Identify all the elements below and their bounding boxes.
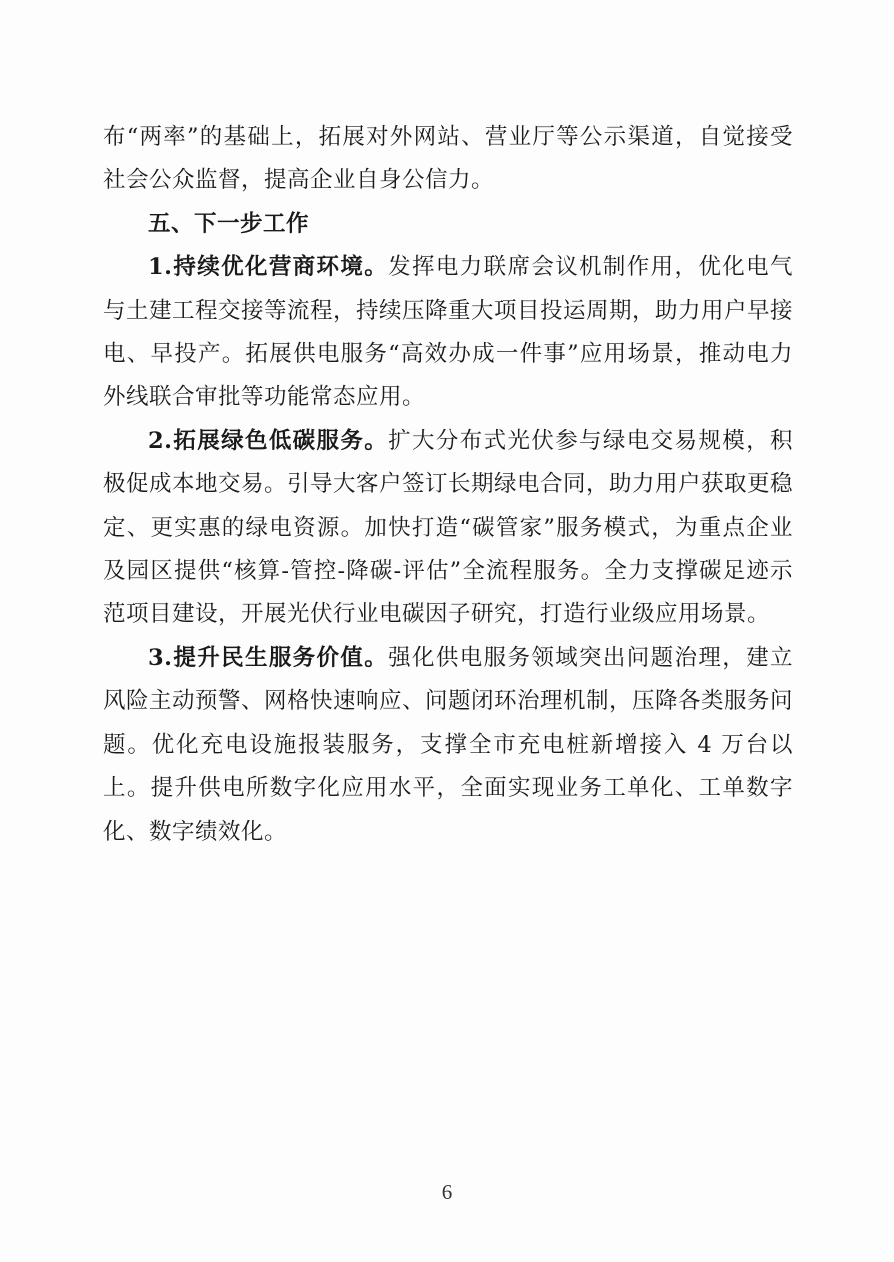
section-heading: 五、下一步工作 [148, 210, 310, 237]
document-body [103, 116, 793, 854]
continuation-paragraph: 布“两率”的基础上，拓展对外网站、营业厅等公示渠道，自觉接受社会公众监督，提高企业自身公信力。 [103, 124, 793, 194]
work-item-3 [103, 637, 793, 854]
work-item-1-lead: 1.持续优化营商环境。 [148, 254, 389, 281]
work-item-1 [103, 246, 793, 420]
work-item-3-text: 强化供电服务领域突出问题治理，建立风险主动预警、网格快速响应、问题闭环治理机制，压降各类服务问题。优化充电设施报装服务，支撑全市充电桩新增接入 4 万台以上。提升供电所数字化应用水平，全面实现业务工单化、工单数字化、数字绩效化。 [103, 644, 794, 845]
work-item-1-text: 发挥电力联席会议机制作用，优化电气与土建工程交接等流程，持续压降重大项目投运周期，助力用户早接电、早投产。拓展供电服务“高效办成一件事”应用场景，推动电力外线联合审批等功能常态应用。 [103, 254, 794, 411]
work-item-2 [103, 420, 793, 637]
page-number: 6 [441, 1180, 453, 1204]
work-item-2-lead: 2.拓展绿色低碳服务。 [148, 427, 389, 454]
work-item-3-lead: 3.提升民生服务价值。 [148, 644, 389, 671]
work-item-2-text: 扩大分布式光伏参与绿电交易规模，积极促成本地交易。引导大客户签订长期绿电合同，助力用户获取更稳定、更实惠的绿电资源。加快打造“碳管家”服务模式，为重点企业及园区提供“核算-管控-降碳-评估”全流程服务。全力支撑碳足迹示范项目建设，开展光伏行业电碳因子研究，打造行业级应用场景。 [103, 427, 794, 628]
